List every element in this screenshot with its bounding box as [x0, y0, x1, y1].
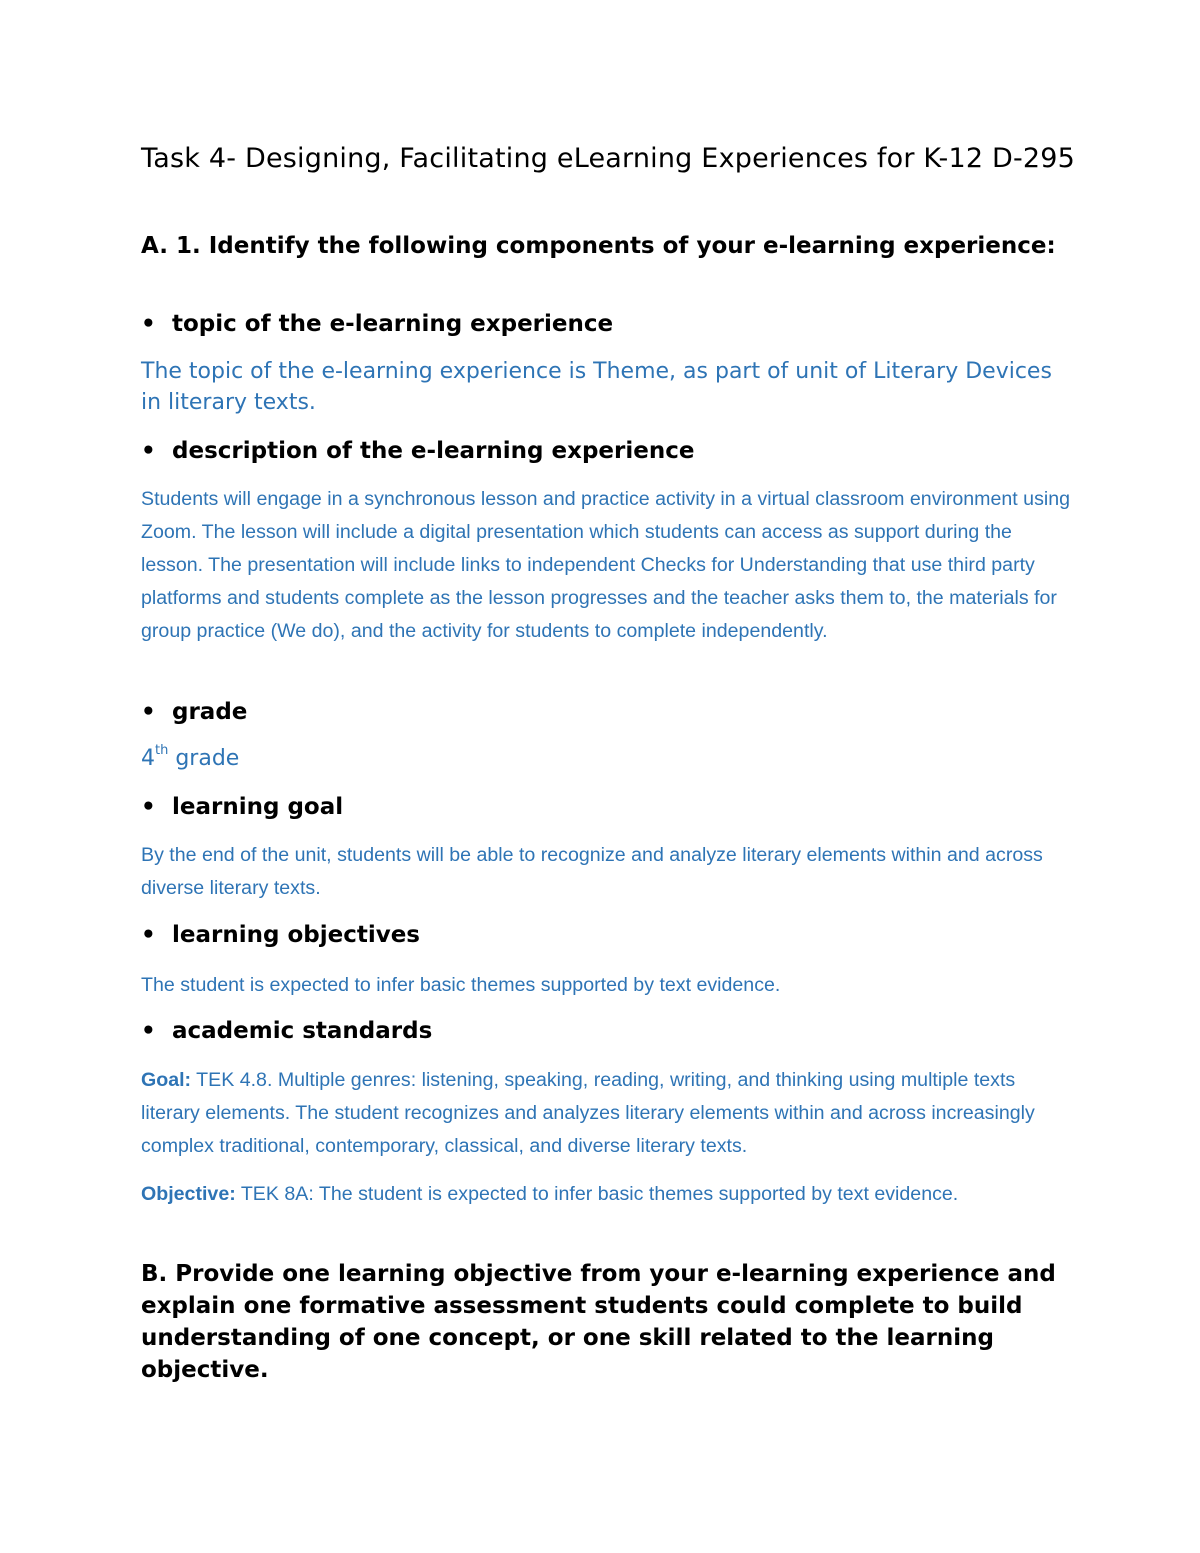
document-title: Task 4- Designing, Facilitating eLearning Experiences for K-12 D-295 [141, 143, 1076, 174]
bullet-label: academic standards [172, 1018, 433, 1044]
grade-number: 4 [141, 746, 155, 771]
bullet-label: learning goal [172, 794, 344, 820]
answer-learning-objectives: The student is expected to infer basic themes supported by text evidence. [141, 974, 781, 996]
section-b-heading: B. Provide one learning objective from your e-learning experience and explain one formative assessment students could complete to build understanding of one concept, or one skill related to the learning objective. [141, 1261, 1056, 1383]
bullet-dot-icon: • [141, 699, 156, 725]
bullet-learning-goal [141, 792, 1081, 822]
bullet-label: topic of the e-learning experience [172, 311, 614, 337]
goal-label: Goal: [141, 1069, 192, 1091]
objective-text: TEK 8A: The student is expected to infer basic themes supported by text evidence. [235, 1183, 959, 1205]
bullet-dot-icon: • [141, 794, 156, 820]
answer-description: Students will engage in a synchronous lesson and practice activity in a virtual classroom environment using Zoom. The lesson will include a digital presentation which students can access as support during the lesson. The presentation will include links to independent Checks for Understanding that use third party platforms and students complete as the lesson progresses and the teacher asks them to, the materials for group practice (We do), and the activity for students to complete independently. [141, 488, 1071, 642]
bullet-description [141, 436, 1081, 466]
answer-topic: The topic of the e-learning experience is Theme, as part of unit of Literary Devices in literary texts. [141, 359, 1052, 415]
objective-label: Objective: [141, 1183, 236, 1205]
bullet-academic-standards [141, 1016, 1081, 1046]
bullet-dot-icon: • [141, 438, 156, 464]
answer-grade [141, 743, 1061, 774]
goal-text: TEK 4.8. Multiple genres: listening, speaking, reading, writing, and thinking using multiple texts literary elements. The student recognizes and analyzes literary elements within and across increasingly complex traditional, contemporary, classical, and diverse literary texts. [141, 1069, 1035, 1157]
grade-word: grade [168, 746, 240, 771]
bullet-label: description of the e-learning experience [172, 438, 695, 464]
bullet-topic [141, 309, 1081, 339]
section-a-heading: A. 1. Identify the following components of your e-learning experience: [141, 233, 1056, 259]
bullet-dot-icon: • [141, 1018, 156, 1044]
bullet-label: learning objectives [172, 922, 420, 948]
bullet-dot-icon: • [141, 311, 156, 337]
answer-standards-goal [141, 1064, 1071, 1163]
answer-standards-objective [141, 1178, 1071, 1211]
bullet-learning-objectives [141, 920, 1081, 950]
bullet-dot-icon: • [141, 922, 156, 948]
bullet-label: grade [172, 699, 248, 725]
grade-ordinal-suffix: th [155, 742, 169, 758]
answer-learning-goal: By the end of the unit, students will be able to recognize and analyze literary elements within and across diverse literary texts. [141, 844, 1043, 899]
bullet-grade [141, 697, 1081, 727]
